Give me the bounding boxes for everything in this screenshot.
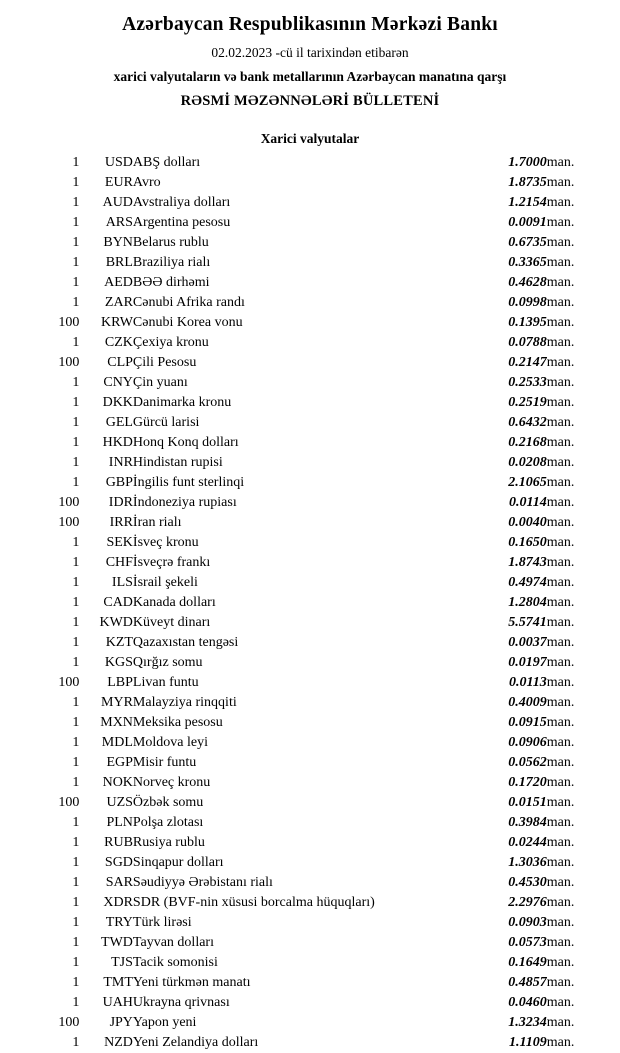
currency-rate: 0.2533	[508, 375, 547, 390]
currency-rate: 1.3036	[508, 855, 547, 870]
currency-code: TMT	[103, 975, 133, 990]
table-row	[30, 613, 590, 633]
currency-rate: 1.1109	[509, 1035, 547, 1050]
currency-code: ZAR	[104, 295, 133, 310]
currency-code: AUD	[102, 195, 133, 210]
currency-rate: 1.7000	[508, 155, 547, 170]
currency-name: İngilis funt sterlinqi	[132, 475, 245, 490]
currency-name: Hindistan rupisi	[132, 455, 223, 470]
currency-name: Danimarka kronu	[132, 395, 232, 410]
currency-code: MYR	[101, 695, 133, 710]
currency-code: HKD	[102, 435, 133, 450]
currency-quantity: 1	[72, 395, 80, 410]
table-row	[30, 193, 590, 213]
currency-unit-label: man.	[546, 455, 575, 470]
currency-code: BYN	[103, 235, 133, 250]
currency-rate: 0.1650	[508, 535, 547, 550]
currency-code: CHF	[105, 555, 133, 570]
currency-unit-label: man.	[546, 515, 575, 530]
table-row	[30, 973, 590, 993]
table-row	[30, 213, 590, 233]
currency-quantity: 1	[72, 735, 80, 750]
currency-name: Tayvan dolları	[132, 935, 214, 950]
currency-code: BRL	[105, 255, 133, 270]
currency-rate: 0.0244	[508, 835, 547, 850]
currency-unit-label: man.	[546, 755, 575, 770]
currency-quantity: 1	[72, 695, 80, 710]
currency-quantity: 1	[72, 375, 80, 390]
currency-quantity: 100	[58, 515, 80, 530]
table-row	[30, 793, 590, 813]
currency-unit-label: man.	[546, 495, 575, 510]
currency-code: LBP	[107, 675, 133, 690]
currency-code: SGD	[104, 855, 133, 870]
currency-unit-label: man.	[546, 215, 575, 230]
currency-code: TRY	[105, 915, 133, 930]
currency-unit-label: man.	[546, 895, 575, 910]
table-row	[30, 873, 590, 893]
currency-quantity: 1	[72, 935, 80, 950]
currency-quantity: 1	[72, 895, 80, 910]
currency-code: NZD	[104, 1035, 133, 1050]
table-row	[30, 853, 590, 873]
currency-code: KGS	[104, 655, 133, 670]
currency-quantity: 1	[72, 195, 80, 210]
currency-rate: 2.1065	[508, 475, 547, 490]
currency-quantity: 1	[72, 335, 80, 350]
currency-code: JPY	[109, 1015, 133, 1030]
table-row	[30, 673, 590, 693]
currency-code: DKK	[102, 395, 133, 410]
currency-quantity: 1	[72, 995, 80, 1010]
currency-name: Qırğız somu	[132, 655, 203, 670]
currency-quantity: 1	[72, 915, 80, 930]
currency-code: SAR	[105, 875, 133, 890]
currency-rate: 0.2147	[508, 355, 547, 370]
currency-rate: 0.4857	[508, 975, 547, 990]
currency-unit-label: man.	[546, 355, 575, 370]
currency-rate: 0.0788	[508, 335, 547, 350]
currency-name: Küveyt dinarı	[132, 615, 211, 630]
currency-code: EGP	[106, 755, 133, 770]
currency-name: Honq Konq dolları	[132, 435, 239, 450]
table-row	[30, 553, 590, 573]
currency-quantity: 1	[72, 855, 80, 870]
table-row	[30, 713, 590, 733]
currency-code: INR	[108, 455, 133, 470]
currency-unit-label: man.	[546, 875, 575, 890]
currency-unit-label: man.	[546, 675, 575, 690]
currency-unit-label: man.	[546, 855, 575, 870]
table-row	[30, 373, 590, 393]
currency-name: Livan funtu	[132, 675, 199, 690]
currency-name: Avro	[132, 175, 161, 190]
table-row	[30, 293, 590, 313]
currency-code: ILS	[111, 575, 133, 590]
currency-unit-label: man.	[546, 555, 575, 570]
currency-name: Cənubi Korea vonu	[132, 315, 243, 330]
currency-unit-label: man.	[546, 815, 575, 830]
currency-rate: 0.0151	[508, 795, 547, 810]
currency-name: Malayziya rinqqiti	[132, 695, 237, 710]
currency-code: CZK	[104, 335, 133, 350]
currency-code: XDR	[103, 895, 133, 910]
currency-quantity: 100	[58, 795, 80, 810]
currency-code: KWD	[99, 615, 133, 630]
table-row	[30, 173, 590, 193]
effective-date-line: 02.02.2023 -cü il tarixindən etibarən	[211, 45, 409, 60]
currency-code: TJS	[111, 955, 133, 970]
currency-code: TWD	[101, 935, 133, 950]
currency-unit-label: man.	[546, 195, 575, 210]
currency-name: Türk lirəsi	[132, 915, 192, 930]
currency-quantity: 1	[72, 235, 80, 250]
currency-code: MXN	[100, 715, 133, 730]
currency-quantity: 1	[72, 1035, 80, 1050]
currency-quantity: 100	[58, 495, 80, 510]
currency-rate: 0.0114	[509, 495, 547, 510]
currency-quantity: 1	[72, 775, 80, 790]
currency-unit-label: man.	[546, 155, 575, 170]
currency-quantity: 100	[58, 1015, 80, 1030]
table-row	[30, 893, 590, 913]
currency-unit-label: man.	[546, 435, 575, 450]
currency-name: ABŞ dolları	[132, 155, 201, 170]
currency-rate: 0.0906	[508, 735, 547, 750]
exchange-rates-body	[30, 153, 590, 1053]
table-row	[30, 233, 590, 253]
currency-unit-label: man.	[546, 235, 575, 250]
currency-name: Cənubi Afrika randı	[132, 295, 245, 310]
currency-quantity: 100	[58, 315, 80, 330]
currency-unit-label: man.	[546, 175, 575, 190]
table-row	[30, 753, 590, 773]
table-row	[30, 453, 590, 473]
currency-quantity: 100	[58, 355, 80, 370]
table-row	[30, 573, 590, 593]
exchange-rates-table	[30, 153, 590, 1053]
currency-unit-label: man.	[546, 475, 575, 490]
currency-code: USD	[104, 155, 133, 170]
table-row	[30, 473, 590, 493]
currency-rate: 0.0573	[508, 935, 547, 950]
table-row	[30, 393, 590, 413]
currency-name: Yeni Zelandiya dolları	[132, 1035, 259, 1050]
currency-name: Belarus rublu	[132, 235, 209, 250]
currency-unit-label: man.	[546, 1035, 575, 1050]
currency-quantity: 1	[72, 255, 80, 270]
currency-name: Özbək somu	[132, 795, 204, 810]
currency-rate: 0.0113	[509, 675, 547, 690]
currency-unit-label: man.	[546, 795, 575, 810]
currency-code: IDR	[108, 495, 133, 510]
currency-unit-label: man.	[546, 535, 575, 550]
currency-quantity: 1	[72, 815, 80, 830]
currency-quantity: 1	[72, 215, 80, 230]
table-row	[30, 353, 590, 373]
currency-name: Kanada dolları	[132, 595, 216, 610]
currency-quantity: 1	[72, 755, 80, 770]
currency-rate: 0.4009	[508, 695, 547, 710]
currency-code: IRR	[109, 515, 133, 530]
table-row	[30, 953, 590, 973]
currency-unit-label: man.	[546, 595, 575, 610]
currency-name: Çexiya kronu	[132, 335, 209, 350]
currency-rate: 0.1720	[508, 775, 547, 790]
currency-quantity: 1	[72, 575, 80, 590]
currency-unit-label: man.	[546, 655, 575, 670]
currency-rate: 1.2154	[508, 195, 547, 210]
currency-name: Tacik somonisi	[132, 955, 218, 970]
currency-rate: 0.3365	[508, 255, 547, 270]
currency-quantity: 1	[72, 975, 80, 990]
currency-name: Qazaxıstan tengəsi	[132, 635, 239, 650]
currency-rate: 0.6432	[508, 415, 547, 430]
currency-unit-label: man.	[546, 835, 575, 850]
currency-quantity: 1	[72, 175, 80, 190]
currency-name: Norveç kronu	[132, 775, 211, 790]
currency-unit-label: man.	[546, 295, 575, 310]
currency-name: Yeni türkmən manatı	[132, 975, 251, 990]
currency-quantity: 1	[72, 475, 80, 490]
currency-code: UZS	[106, 795, 133, 810]
document-header	[0, 14, 620, 110]
currency-rate: 0.0197	[508, 655, 547, 670]
currency-rate: 0.0040	[508, 515, 547, 530]
currency-name: BƏƏ dirhəmi	[132, 275, 210, 290]
currency-name: İsveçrə frankı	[132, 555, 211, 570]
currency-rate: 0.0460	[508, 995, 547, 1010]
currency-name: İsrail şekeli	[132, 575, 198, 590]
currency-unit-label: man.	[546, 955, 575, 970]
currency-rate: 0.2519	[508, 395, 547, 410]
section-title-foreign-currencies: Xarici valyutalar	[260, 131, 360, 146]
table-row	[30, 493, 590, 513]
currency-rate: 0.0037	[508, 635, 547, 650]
currency-name: Gürcü larisi	[132, 415, 200, 430]
currency-rate: 0.1395	[508, 315, 547, 330]
currency-name: Avstraliya dolları	[132, 195, 231, 210]
currency-quantity: 1	[72, 415, 80, 430]
currency-name: Polşa zlotası	[132, 815, 204, 830]
table-row	[30, 633, 590, 653]
currency-quantity: 100	[58, 675, 80, 690]
currency-unit-label: man.	[546, 775, 575, 790]
table-row	[30, 413, 590, 433]
currency-code: ARS	[105, 215, 133, 230]
table-row	[30, 313, 590, 333]
table-row	[30, 1013, 590, 1033]
currency-unit-label: man.	[546, 335, 575, 350]
currency-rate: 0.0208	[508, 455, 547, 470]
currency-quantity: 1	[72, 715, 80, 730]
currency-unit-label: man.	[546, 315, 575, 330]
currency-code: CNY	[103, 375, 133, 390]
currency-rate: 1.2804	[508, 595, 547, 610]
table-row	[30, 773, 590, 793]
currency-quantity: 1	[72, 155, 80, 170]
currency-rate: 0.0915	[508, 715, 547, 730]
table-row	[30, 333, 590, 353]
table-row	[30, 253, 590, 273]
currency-rate: 0.0562	[508, 755, 547, 770]
table-row	[30, 693, 590, 713]
table-row	[30, 993, 590, 1013]
currency-name: Ukrayna qrivnası	[132, 995, 230, 1010]
currency-unit-label: man.	[546, 395, 575, 410]
currency-name: Meksika pesosu	[132, 715, 223, 730]
currency-rate: 0.3984	[508, 815, 547, 830]
currency-unit-label: man.	[546, 935, 575, 950]
currency-rate: 0.1649	[508, 955, 547, 970]
currency-unit-label: man.	[546, 715, 575, 730]
currency-name: SDR (BVF-nin xüsusi borcalma hüquqları)	[132, 895, 375, 910]
currency-code: SEK	[106, 535, 133, 550]
currency-name: Çin yuanı	[132, 375, 188, 390]
currency-code: GEL	[105, 415, 133, 430]
currency-code: GBP	[105, 475, 133, 490]
currency-rate: 0.0998	[508, 295, 547, 310]
currency-name: İndoneziya rupiası	[132, 495, 237, 510]
currency-code: UAH	[102, 995, 133, 1010]
table-row	[30, 593, 590, 613]
table-row	[30, 833, 590, 853]
document-subtitle: xarici valyutaların və bank metallarının Azərbaycan manatına qarşı	[113, 69, 507, 84]
currency-quantity: 1	[72, 535, 80, 550]
currency-quantity: 1	[72, 555, 80, 570]
currency-code: PLN	[106, 815, 133, 830]
currency-code: KZT	[105, 635, 133, 650]
currency-code: CLP	[107, 355, 133, 370]
currency-code: AED	[104, 275, 133, 290]
currency-unit-label: man.	[546, 375, 575, 390]
currency-name: Argentina pesosu	[132, 215, 231, 230]
currency-name: Yapon yeni	[132, 1015, 197, 1030]
currency-unit-label: man.	[546, 995, 575, 1010]
currency-unit-label: man.	[546, 275, 575, 290]
table-row	[30, 273, 590, 293]
currency-unit-label: man.	[546, 415, 575, 430]
currency-quantity: 1	[72, 835, 80, 850]
currency-quantity: 1	[72, 955, 80, 970]
table-row	[30, 813, 590, 833]
currency-quantity: 1	[72, 655, 80, 670]
currency-unit-label: man.	[546, 975, 575, 990]
currency-quantity: 1	[72, 615, 80, 630]
currency-unit-label: man.	[546, 915, 575, 930]
currency-unit-label: man.	[546, 695, 575, 710]
currency-name: İran rialı	[132, 515, 182, 530]
currency-name: İsveç kronu	[132, 535, 199, 550]
table-row	[30, 533, 590, 553]
currency-code: MDL	[101, 735, 133, 750]
table-row	[30, 153, 590, 173]
currency-unit-label: man.	[546, 255, 575, 270]
currency-rate: 0.2168	[508, 435, 547, 450]
currency-unit-label: man.	[546, 635, 575, 650]
table-row	[30, 933, 590, 953]
currency-rate: 1.3234	[508, 1015, 547, 1030]
currency-rate: 1.8743	[508, 555, 547, 570]
table-row	[30, 913, 590, 933]
currency-rate: 0.0903	[508, 915, 547, 930]
currency-name: Moldova leyi	[132, 735, 208, 750]
currency-rate: 0.4974	[508, 575, 547, 590]
currency-unit-label: man.	[546, 575, 575, 590]
table-row	[30, 733, 590, 753]
currency-rate: 2.2976	[508, 895, 547, 910]
currency-quantity: 1	[72, 875, 80, 890]
currency-rate: 0.6735	[508, 235, 547, 250]
table-row	[30, 433, 590, 453]
currency-name: Sinqapur dolları	[132, 855, 224, 870]
currency-name: Braziliya rialı	[132, 255, 211, 270]
table-row	[30, 653, 590, 673]
currency-quantity: 1	[72, 455, 80, 470]
bulletin-title: RƏSMİ MƏZƏNNƏLƏRİ BÜLLETENİ	[180, 93, 440, 109]
currency-quantity: 1	[72, 635, 80, 650]
currency-name: Çili Pesosu	[132, 355, 197, 370]
currency-code: RUB	[104, 835, 133, 850]
currency-code: CAD	[103, 595, 133, 610]
currency-quantity: 1	[72, 595, 80, 610]
currency-rate: 0.4628	[508, 275, 547, 290]
currency-quantity: 1	[72, 295, 80, 310]
currency-name: Misir funtu	[132, 755, 197, 770]
currency-unit-label: man.	[546, 1015, 575, 1030]
currency-code: EUR	[104, 175, 133, 190]
currency-rate: 5.5741	[508, 615, 547, 630]
currency-rate: 0.4530	[508, 875, 547, 890]
currency-code: KRW	[101, 315, 133, 330]
currency-quantity: 1	[72, 435, 80, 450]
currency-code: NOK	[102, 775, 133, 790]
currency-unit-label: man.	[546, 735, 575, 750]
table-row	[30, 1033, 590, 1053]
currency-name: Rusiya rublu	[132, 835, 205, 850]
bank-title: Azərbaycan Respublikasının Mərkəzi Bankı	[122, 14, 498, 35]
currency-rate: 1.8735	[508, 175, 547, 190]
currency-rate: 0.0091	[508, 215, 547, 230]
currency-name: Səudiyyə Ərəbistanı rialı	[132, 875, 273, 890]
currency-quantity: 1	[72, 275, 80, 290]
currency-unit-label: man.	[546, 615, 575, 630]
table-row	[30, 513, 590, 533]
